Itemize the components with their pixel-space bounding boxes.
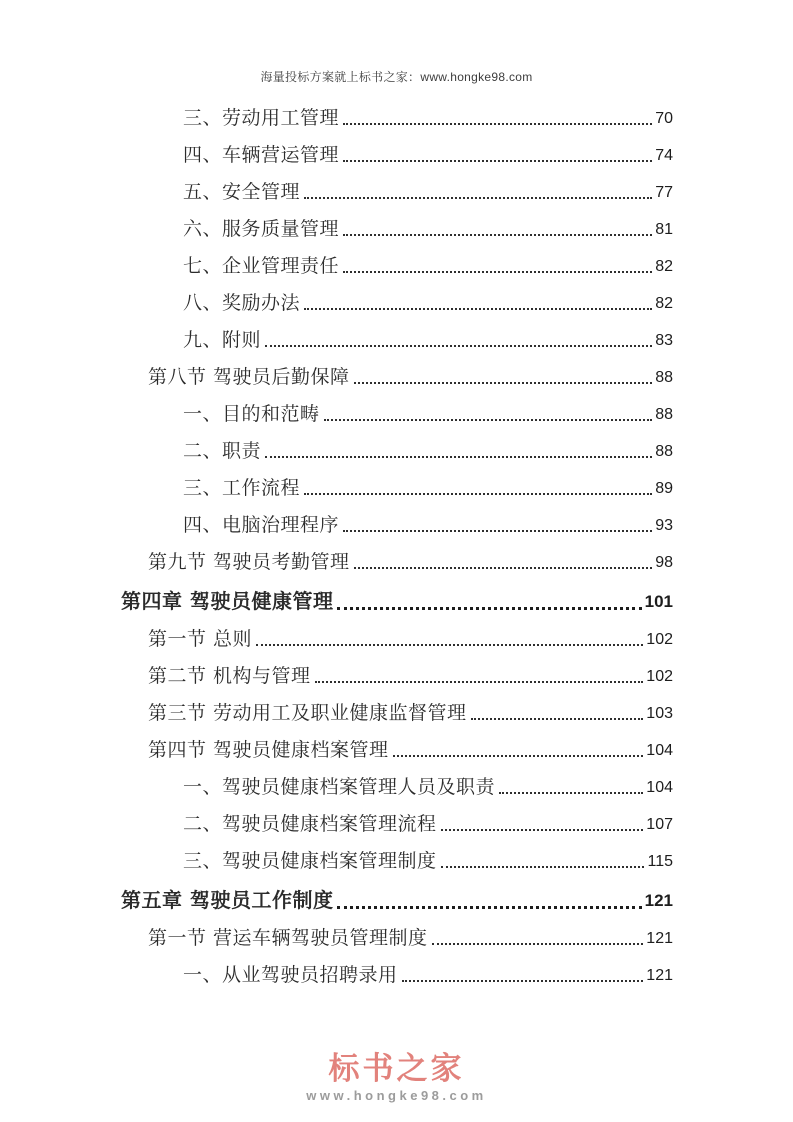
toc-entry [121,285,673,322]
toc-entry-label: 二、驾驶员健康档案管理流程 [183,813,437,835]
toc-entry [121,544,673,581]
toc-entry-label: 第二节 机构与管理 [148,665,311,687]
toc-entry-label: 第五章 驾驶员工作制度 [121,888,334,912]
toc-entry [121,174,673,211]
toc-entry-page-number: 115 [647,852,673,870]
toc-entry-page-number: 107 [646,815,673,833]
toc-entry-label: 五、安全管理 [183,181,301,203]
dot-leader [354,382,653,384]
table-of-contents [121,100,673,994]
toc-entry-label: 第九节 驾驶员考勤管理 [148,551,350,573]
toc-entry [121,581,673,621]
toc-entry-page-number: 88 [655,442,673,460]
toc-entry [121,359,673,396]
toc-entry-page-number: 121 [646,966,673,984]
page-header-text: 海量投标方案就上标书之家：www.hongke98.com [260,70,533,84]
toc-entry-label: 第三节 劳动用工及职业健康监督管理 [148,702,467,724]
toc-entry [121,843,673,880]
page-footer [0,1052,793,1103]
toc-entry-page-number: 70 [655,109,673,127]
dot-leader [315,681,644,683]
toc-entry [121,658,673,695]
dot-leader [304,197,652,199]
toc-entry-page-number: 82 [655,257,673,275]
dot-leader [402,980,644,982]
toc-entry [121,396,673,433]
toc-entry-label: 一、目的和范畴 [183,403,320,425]
toc-entry-label: 六、服务质量管理 [183,218,340,240]
toc-entry-label: 三、劳动用工管理 [183,107,340,129]
toc-entry-page-number: 104 [646,741,673,759]
toc-entry [121,732,673,769]
dot-leader [393,755,644,757]
toc-entry-page-number: 77 [655,183,673,201]
dot-leader [343,123,652,125]
toc-entry-label: 第八节 驾驶员后勤保障 [148,366,350,388]
toc-entry [121,137,673,174]
dot-leader [432,943,644,945]
toc-entry-page-number: 101 [644,591,673,611]
toc-entry [121,322,673,359]
dot-leader [304,308,652,310]
toc-entry [121,769,673,806]
toc-entry [121,470,673,507]
dot-leader [265,345,652,347]
toc-entry-label: 四、电脑治理程序 [183,514,340,536]
toc-entry [121,433,673,470]
toc-entry-page-number: 121 [644,890,673,910]
toc-entry [121,248,673,285]
toc-entry [121,806,673,843]
dot-leader [304,493,652,495]
toc-entry-label: 八、奖励办法 [183,292,301,314]
dot-leader [343,234,652,236]
toc-entry [121,211,673,248]
toc-entry-page-number: 89 [655,479,673,497]
dot-leader [354,567,653,569]
toc-entry-label: 一、从业驾驶员招聘录用 [183,964,398,986]
toc-entry-label: 三、工作流程 [183,477,301,499]
toc-entry-page-number: 102 [646,667,673,685]
footer-url: www.hongke98.com [306,1088,487,1104]
toc-entry-label: 三、驾驶员健康档案管理制度 [183,850,437,872]
toc-entry-label: 七、企业管理责任 [183,255,340,277]
dot-leader [265,456,652,458]
dot-leader [337,607,641,610]
toc-entry-label: 九、附则 [183,329,262,351]
dot-leader [343,271,652,273]
dot-leader [337,906,641,909]
toc-entry [121,695,673,732]
toc-entry [121,100,673,137]
toc-entry-page-number: 121 [646,929,673,947]
toc-entry [121,920,673,957]
toc-entry-page-number: 103 [646,704,673,722]
toc-entry-label: 第一节 营运车辆驾驶员管理制度 [148,927,428,949]
toc-entry-page-number: 93 [655,516,673,534]
dot-leader [441,829,644,831]
toc-entry-label: 第四章 驾驶员健康管理 [121,589,334,613]
toc-entry-page-number: 98 [655,553,673,571]
dot-leader [343,530,652,532]
toc-entry-label: 四、车辆营运管理 [183,144,340,166]
dot-leader [441,866,645,868]
dot-leader [471,718,644,720]
toc-entry [121,621,673,658]
toc-entry-label: 第一节 总则 [148,628,253,650]
toc-entry-page-number: 81 [655,220,673,238]
toc-entry-label: 二、职责 [183,440,262,462]
toc-entry-page-number: 82 [655,294,673,312]
toc-entry-label: 一、驾驶员健康档案管理人员及职责 [183,776,496,798]
toc-entry-page-number: 102 [646,630,673,648]
toc-entry [121,880,673,920]
dot-leader [324,419,653,421]
toc-entry [121,507,673,544]
toc-entry-page-number: 104 [646,778,673,796]
toc-entry-page-number: 74 [655,146,673,164]
toc-entry-page-number: 88 [655,368,673,386]
toc-entry-page-number: 83 [655,331,673,349]
toc-entry [121,957,673,994]
footer-logo: 标书之家 [328,1051,465,1087]
dot-leader [343,160,652,162]
dot-leader [499,792,643,794]
dot-leader [256,644,643,646]
toc-entry-label: 第四节 驾驶员健康档案管理 [148,739,389,761]
toc-entry-page-number: 88 [655,405,673,423]
